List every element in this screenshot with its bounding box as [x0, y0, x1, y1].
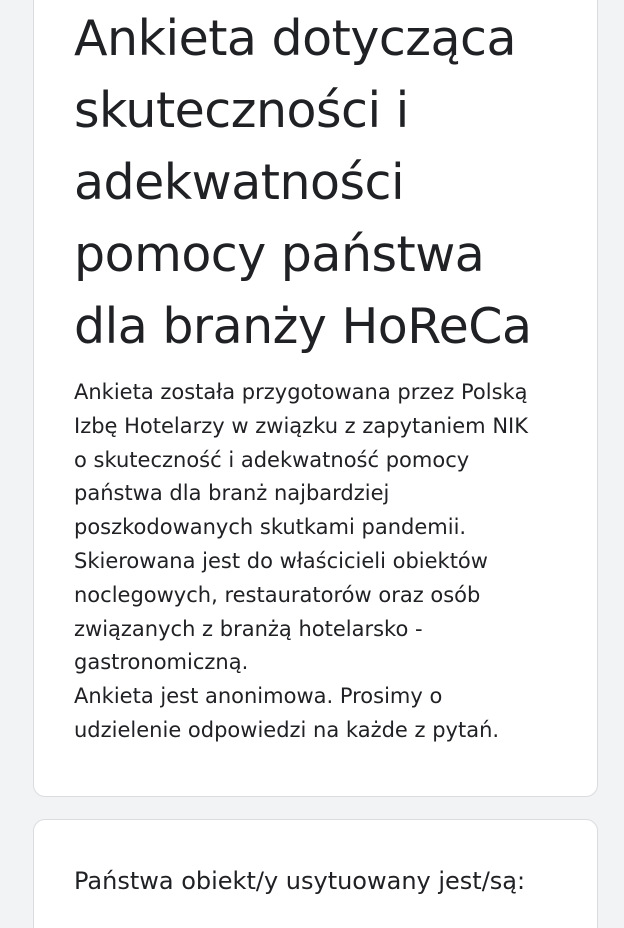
question-title: Państwa obiekt/y usytuowany jest/są:: [74, 867, 526, 895]
form-title: Ankieta dotycząca skuteczności i adekwatności pomocy państwa dla branży HoReCa: [74, 10, 532, 355]
form-header-card: [33, 0, 598, 797]
form-description: Ankieta została przygotowana przez Polską Izbę Hotelarzy w związku z zapytaniem NIK o skuteczność i adekwatność pomocy państwa dla branż najbardziej poszkodowanych skutkami pandemii. Skierowana jest do właścicieli obiektów noclegowych, restauratorów oraz osób związanych z branżą hotelarsko - gastronomiczną. Ankieta jest anonimowa. Prosimy o udzielenie odpowiedzi na każde z pytań.: [74, 380, 528, 742]
question-card: [33, 819, 598, 928]
